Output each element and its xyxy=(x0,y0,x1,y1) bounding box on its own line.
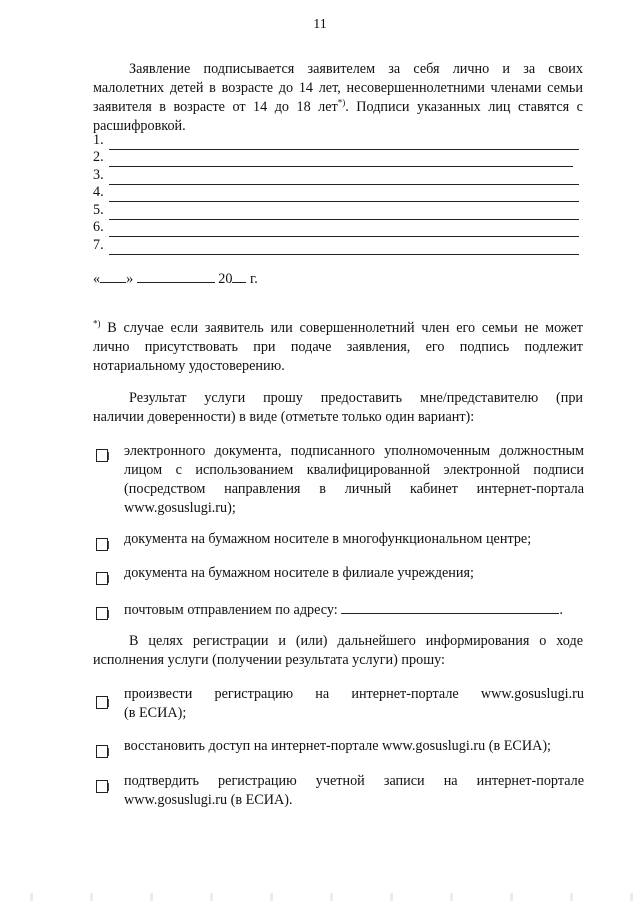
signature-line-1[interactable]: 1. xyxy=(93,131,579,150)
signature-line-3[interactable]: 3. xyxy=(93,166,579,185)
footnote-line: нотариальному удостоверению. xyxy=(93,358,285,374)
registration-option-register: произвести регистрацию на интернет-портале www.gosuslugi.ru (в ЕСИА); xyxy=(124,686,584,721)
page-number: 11 xyxy=(313,17,327,32)
date-month-field[interactable] xyxy=(137,268,215,283)
restore-access-checkbox[interactable] xyxy=(96,745,108,758)
footnote-mark: *) xyxy=(337,97,346,108)
paragraph-line: малолетних детей в возрасте до 14 лет, несовершеннолетними членами семьи xyxy=(93,80,583,96)
date-day-field[interactable] xyxy=(100,268,126,283)
registration-intro: В целях регистрации и (или) дальнейшего информирования о ходе исполнения услуги (получении результата услуги) прошу: xyxy=(93,633,583,668)
footnote xyxy=(93,319,583,376)
registration-option-confirm: подтвердить регистрацию учетной записи на интернет-портале www.gosuslugi.ru (в ЕСИА). xyxy=(124,773,584,808)
signature-line-2[interactable]: 2. xyxy=(93,148,573,167)
result-intro: Результат услуги прошу предоставить мне/представителю (при наличии доверенности) в виде (отметьте только один вариант): xyxy=(93,390,583,425)
result-branch-checkbox[interactable] xyxy=(96,572,108,585)
footnote-mark: *) xyxy=(93,318,101,329)
signature-line-7[interactable]: 7. xyxy=(93,236,579,255)
signature-line-6[interactable]: 6. xyxy=(93,218,579,237)
confirm-registration-checkbox[interactable] xyxy=(96,780,108,793)
registration-option-restore: восстановить доступ на интернет-портале www.gosuslugi.ru (в ЕСИА); xyxy=(124,738,551,754)
result-option-branch: документа на бумажном носителе в филиале учреждения; xyxy=(124,565,474,581)
footnote-line: *) В случае если заявитель или совершеннолетний член его семьи не может xyxy=(93,318,583,336)
result-option-mfc: документа на бумажном носителе в многофункциональном центре; xyxy=(124,531,532,547)
date-year-field[interactable] xyxy=(232,268,246,283)
mail-address-field[interactable] xyxy=(341,599,559,614)
register-checkbox[interactable] xyxy=(96,696,108,709)
paragraph-line: заявителя в возрасте от 14 до 18 лет*). Подписи указанных лиц ставятся с xyxy=(93,97,583,115)
result-option-electronic: электронного документа, подписанного уполномоченным должностным лицом с использованием квалифицированной электронной подписи (посредством направления в личный кабинет интернет-портала www.gosuslugi.ru); xyxy=(124,443,584,516)
paragraph-line: расшифровкой. xyxy=(93,118,186,134)
footnote-line: лично присутствовать при подаче заявления, его подпись подлежит xyxy=(93,339,583,355)
signature-paragraph xyxy=(93,60,583,136)
result-electronic-checkbox[interactable] xyxy=(96,449,108,462)
signature-line-5[interactable]: 5. xyxy=(93,201,579,220)
date-line: « » 20 г. xyxy=(93,268,258,289)
scan-artifact xyxy=(0,893,640,901)
paragraph-line: Заявление подписывается заявителем за себя лично и за своих xyxy=(129,61,583,77)
result-mail-checkbox[interactable] xyxy=(96,607,108,620)
signature-line-4[interactable]: 4. xyxy=(93,183,579,202)
result-mfc-checkbox[interactable] xyxy=(96,538,108,551)
result-option-mail: почтовым отправлением по адресу: . xyxy=(124,599,584,620)
